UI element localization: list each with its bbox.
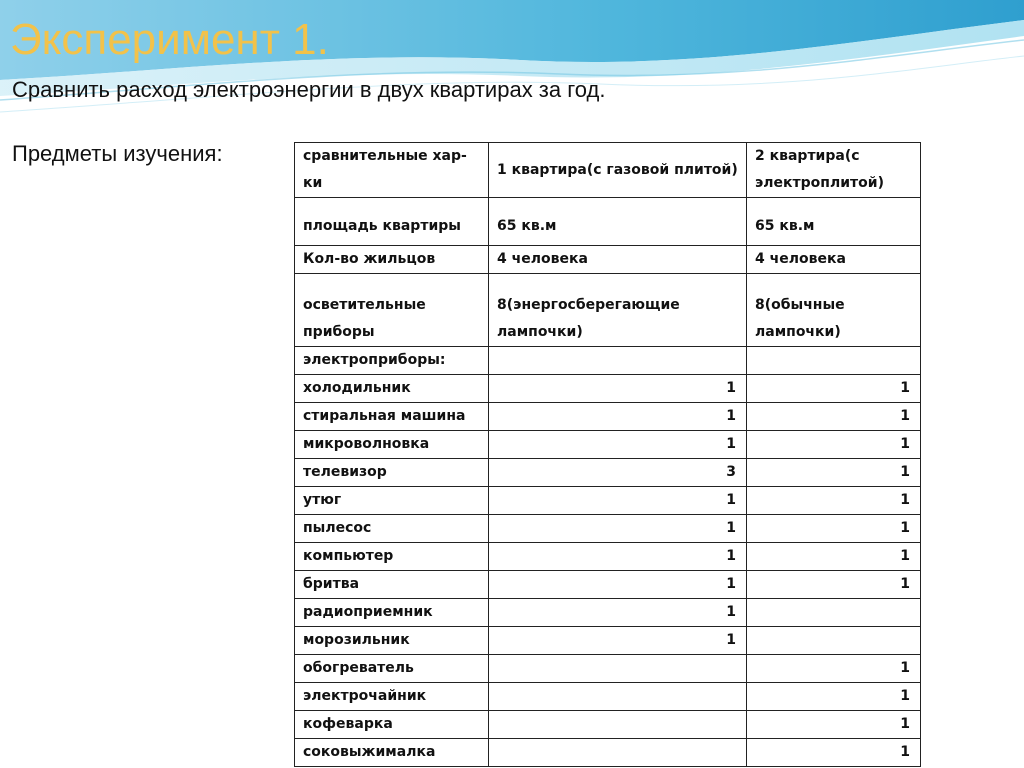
apartment-1-count: 1: [489, 627, 747, 655]
apartment-1-value: 8(энергосберегающие лампочки): [489, 274, 747, 347]
apartment-2-count: [747, 599, 921, 627]
appliance-name: кофеварка: [295, 711, 489, 739]
apartment-1-count: 1: [489, 515, 747, 543]
appliance-name: пылесос: [295, 515, 489, 543]
header-apartment-2: 2 квартира(с электроплитой): [747, 143, 921, 198]
apartment-2-count: 1: [747, 431, 921, 459]
table-row: [295, 711, 921, 739]
apartment-2-count: 1: [747, 571, 921, 599]
apartment-2-count: 1: [747, 739, 921, 767]
table-row: [295, 198, 921, 246]
apartment-1-count: 1: [489, 487, 747, 515]
header-characteristics: сравнительные хар-ки: [295, 143, 489, 198]
appliance-name: телевизор: [295, 459, 489, 487]
slide-title: Эксперимент 1.: [10, 15, 329, 64]
table-row: [295, 431, 921, 459]
row-label: осветительные приборы: [295, 274, 489, 347]
apartment-1-count: 3: [489, 459, 747, 487]
slide-subtitle: Сравнить расход электроэнергии в двух квартирах за год.: [12, 77, 606, 102]
apartment-2-count: 1: [747, 711, 921, 739]
apartment-2-value: [747, 347, 921, 375]
table-row: [295, 683, 921, 711]
apartment-1-value: 65 кв.м: [489, 198, 747, 246]
appliance-name: соковыжималка: [295, 739, 489, 767]
table-row: [295, 274, 921, 347]
apartment-2-count: 1: [747, 375, 921, 403]
table-row: [295, 739, 921, 767]
apartment-2-count: 1: [747, 487, 921, 515]
table-row: [295, 459, 921, 487]
table-row: [295, 543, 921, 571]
appliance-name: обогреватель: [295, 655, 489, 683]
table-row: [295, 375, 921, 403]
appliance-name: морозильник: [295, 627, 489, 655]
appliance-name: компьютер: [295, 543, 489, 571]
table-row: [295, 515, 921, 543]
apartment-1-count: 1: [489, 543, 747, 571]
apartment-2-count: 1: [747, 515, 921, 543]
row-label: площадь квартиры: [295, 198, 489, 246]
apartment-2-value: 65 кв.м: [747, 198, 921, 246]
apartment-2-count: 1: [747, 459, 921, 487]
table-row: [295, 347, 921, 375]
row-label: электроприборы:: [295, 347, 489, 375]
apartment-1-count: [489, 739, 747, 767]
appliance-name: стиральная машина: [295, 403, 489, 431]
appliance-name: холодильник: [295, 375, 489, 403]
apartment-2-count: 1: [747, 543, 921, 571]
apartment-2-count: 1: [747, 683, 921, 711]
apartment-1-count: 1: [489, 431, 747, 459]
apartment-1-count: [489, 711, 747, 739]
apartment-1-count: 1: [489, 375, 747, 403]
table-row: [295, 403, 921, 431]
appliance-name: микроволновка: [295, 431, 489, 459]
table-row: [295, 487, 921, 515]
appliance-name: радиоприемник: [295, 599, 489, 627]
appliance-name: утюг: [295, 487, 489, 515]
table-row: [295, 655, 921, 683]
apartment-1-value: 4 человека: [489, 246, 747, 274]
subjects-label: Предметы изучения:: [12, 141, 223, 166]
table-row: [295, 599, 921, 627]
table-header-row: [295, 143, 921, 198]
appliance-name: электрочайник: [295, 683, 489, 711]
apartment-1-count: 1: [489, 599, 747, 627]
apartment-1-count: [489, 655, 747, 683]
apartment-1-count: [489, 683, 747, 711]
appliance-name: бритва: [295, 571, 489, 599]
apartment-1-count: 1: [489, 403, 747, 431]
apartment-1-value: [489, 347, 747, 375]
apartment-2-count: 1: [747, 403, 921, 431]
table-row: [295, 246, 921, 274]
comparison-table: [294, 142, 921, 767]
row-label: Кол-во жильцов: [295, 246, 489, 274]
apartment-1-count: 1: [489, 571, 747, 599]
apartment-2-value: 8(обычные лампочки): [747, 274, 921, 347]
table-row: [295, 571, 921, 599]
table-row: [295, 627, 921, 655]
apartment-2-count: [747, 627, 921, 655]
apartment-2-value: 4 человека: [747, 246, 921, 274]
header-apartment-1: 1 квартира(с газовой плитой): [489, 143, 747, 198]
apartment-2-count: 1: [747, 655, 921, 683]
